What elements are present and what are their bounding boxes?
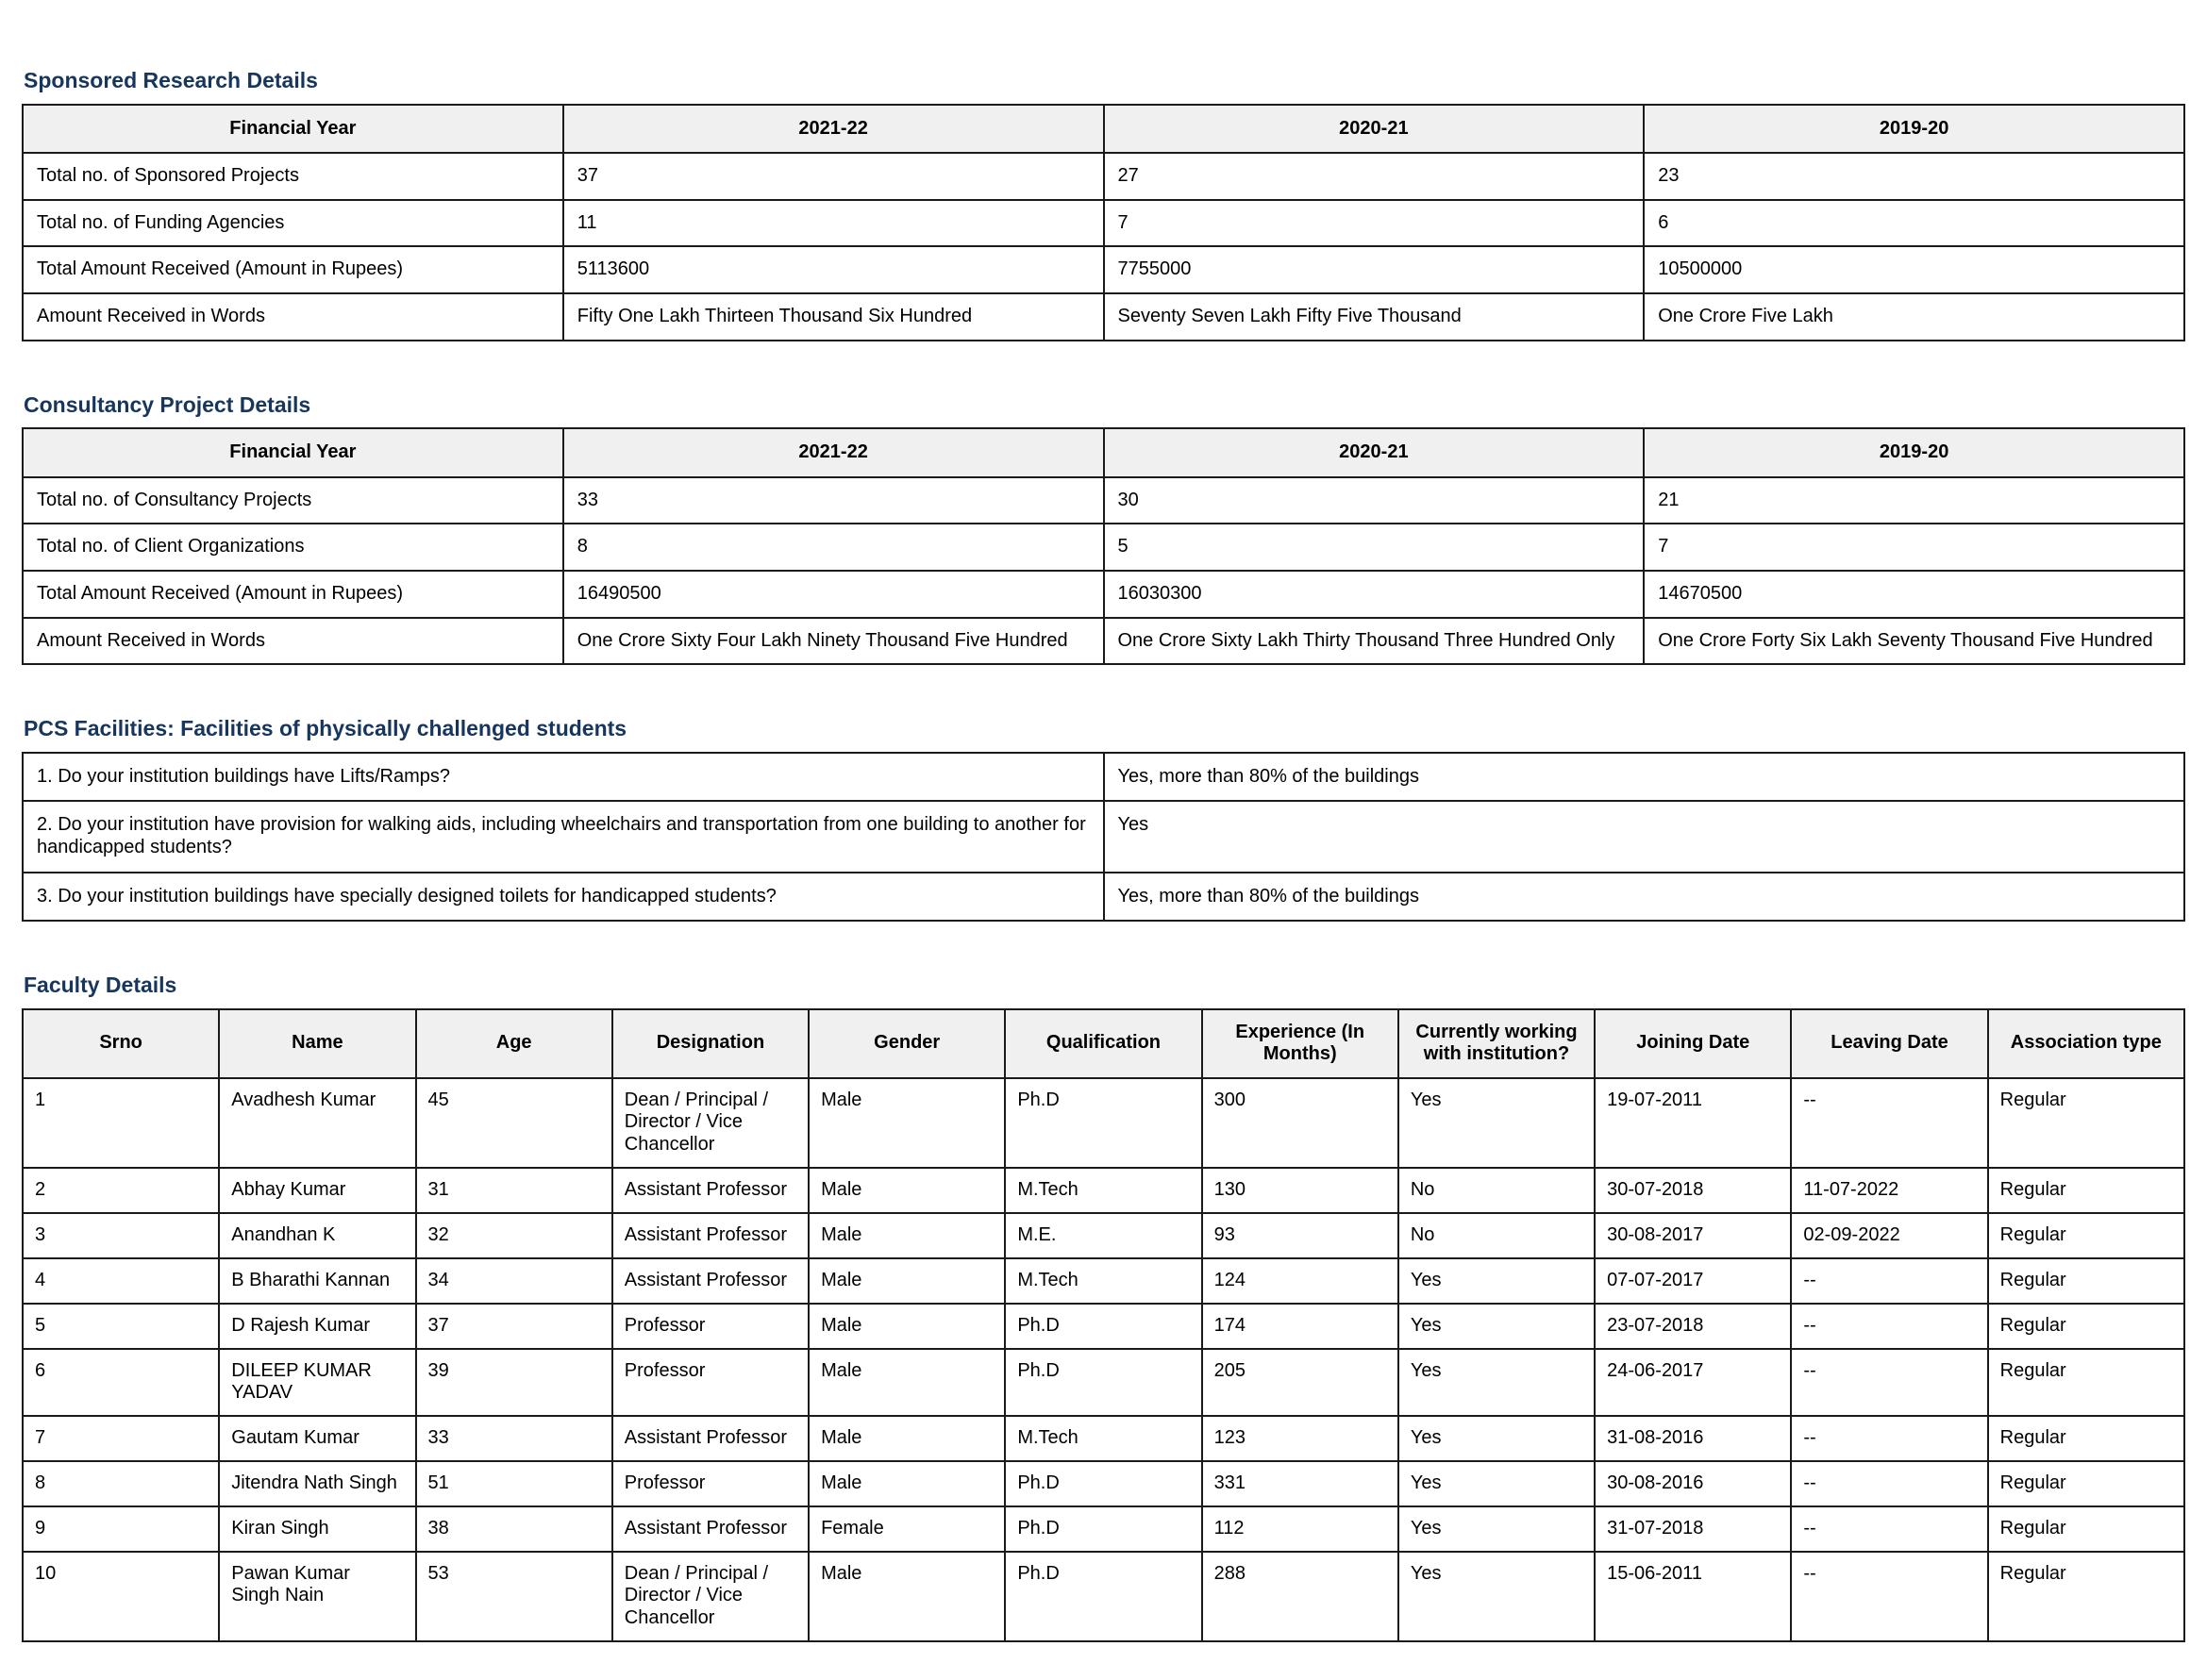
table-cell: Regular xyxy=(1988,1213,2184,1258)
table-cell: 3 xyxy=(23,1213,219,1258)
table-cell: Regular xyxy=(1988,1349,2184,1416)
table-cell: Anandhan K xyxy=(219,1213,415,1258)
table-row xyxy=(23,246,2184,293)
pcs-facilities-table xyxy=(22,752,2185,922)
column-header: 2021-22 xyxy=(563,428,1104,477)
table-cell: 123 xyxy=(1202,1416,1398,1461)
table-cell: Yes xyxy=(1398,1258,1595,1304)
table-cell: Ph.D xyxy=(1005,1552,1201,1641)
table-cell: Yes xyxy=(1398,1461,1595,1506)
table-head xyxy=(23,105,2184,154)
table-cell: One Crore Five Lakh xyxy=(1644,293,2184,341)
table-cell: Ph.D xyxy=(1005,1506,1201,1552)
table-body xyxy=(23,1078,2184,1641)
sponsored-research-table xyxy=(22,104,2185,341)
table-row xyxy=(23,1258,2184,1304)
column-header: Designation xyxy=(612,1009,809,1078)
table-cell: 112 xyxy=(1202,1506,1398,1552)
column-header: Financial Year xyxy=(23,428,563,477)
table-row xyxy=(23,1078,2184,1168)
table-cell: 124 xyxy=(1202,1258,1398,1304)
table-head xyxy=(23,428,2184,477)
table-row xyxy=(23,1304,2184,1349)
table-cell: 19-07-2011 xyxy=(1595,1078,1791,1168)
table-row xyxy=(23,1461,2184,1506)
table-cell: 37 xyxy=(416,1304,612,1349)
table-cell: Assistant Professor xyxy=(612,1506,809,1552)
table-cell: 5 xyxy=(23,1304,219,1349)
table-cell: 4 xyxy=(23,1258,219,1304)
table-cell: 33 xyxy=(563,477,1104,524)
table-cell: 5113600 xyxy=(563,246,1104,293)
table-cell: Male xyxy=(809,1461,1005,1506)
table-row xyxy=(23,1416,2184,1461)
header-row xyxy=(23,1009,2184,1078)
table-cell: 32 xyxy=(416,1213,612,1258)
table-cell: Professor xyxy=(612,1461,809,1506)
table-row xyxy=(23,1168,2184,1213)
table-cell: -- xyxy=(1791,1506,1987,1552)
table-cell: -- xyxy=(1791,1552,1987,1641)
table-cell: Seventy Seven Lakh Fifty Five Thousand xyxy=(1104,293,1645,341)
table-cell: B Bharathi Kannan xyxy=(219,1258,415,1304)
table-cell: -- xyxy=(1791,1349,1987,1416)
table-cell: 205 xyxy=(1202,1349,1398,1416)
table-cell: Male xyxy=(809,1304,1005,1349)
table-cell: -- xyxy=(1791,1416,1987,1461)
table-cell: Fifty One Lakh Thirteen Thousand Six Hundred xyxy=(563,293,1104,341)
table-cell: Assistant Professor xyxy=(612,1416,809,1461)
table-cell: 33 xyxy=(416,1416,612,1461)
column-header: 2020-21 xyxy=(1104,105,1645,154)
table-cell: 34 xyxy=(416,1258,612,1304)
table-cell: 16490500 xyxy=(563,571,1104,618)
table-cell: M.Tech xyxy=(1005,1416,1201,1461)
table-cell: 37 xyxy=(563,153,1104,200)
column-header: Leaving Date xyxy=(1791,1009,1987,1078)
header-row xyxy=(23,105,2184,154)
table-cell: 1 xyxy=(23,1078,219,1168)
table-row xyxy=(23,293,2184,341)
table-cell: Professor xyxy=(612,1349,809,1416)
table-cell: No xyxy=(1398,1213,1595,1258)
column-header: Qualification xyxy=(1005,1009,1201,1078)
table-cell: Regular xyxy=(1988,1078,2184,1168)
table-cell: 31-08-2016 xyxy=(1595,1416,1791,1461)
table-cell: 331 xyxy=(1202,1461,1398,1506)
table-cell: 07-07-2017 xyxy=(1595,1258,1791,1304)
section-consultancy-projects xyxy=(22,392,2185,666)
table-cell: Male xyxy=(809,1258,1005,1304)
table-cell: 6 xyxy=(23,1349,219,1416)
column-header: Joining Date xyxy=(1595,1009,1791,1078)
table-cell: M.Tech xyxy=(1005,1258,1201,1304)
table-cell: Male xyxy=(809,1213,1005,1258)
table-row xyxy=(23,873,2184,922)
column-header: Currently working with institution? xyxy=(1398,1009,1595,1078)
table-cell: Ph.D xyxy=(1005,1349,1201,1416)
table-cell: D Rajesh Kumar xyxy=(219,1304,415,1349)
table-body xyxy=(23,477,2184,664)
table-row xyxy=(23,1506,2184,1552)
table-cell: 23 xyxy=(1644,153,2184,200)
table-cell: Total no. of Sponsored Projects xyxy=(23,153,563,200)
consultancy-projects-title: Consultancy Project Details xyxy=(24,391,311,417)
table-cell: Amount Received in Words xyxy=(23,293,563,341)
table-cell: Abhay Kumar xyxy=(219,1168,415,1213)
table-cell: M.Tech xyxy=(1005,1168,1201,1213)
column-header: 2020-21 xyxy=(1104,428,1645,477)
table-cell: Regular xyxy=(1988,1552,2184,1641)
table-cell: 31 xyxy=(416,1168,612,1213)
table-cell: Male xyxy=(809,1168,1005,1213)
table-cell: Professor xyxy=(612,1304,809,1349)
table-cell: Yes xyxy=(1398,1416,1595,1461)
table-cell: One Crore Sixty Lakh Thirty Thousand Three Hundred Only xyxy=(1104,618,1645,665)
table-cell: 7 xyxy=(1104,200,1645,247)
faculty-details-title: Faculty Details xyxy=(24,973,177,998)
table-cell: 27 xyxy=(1104,153,1645,200)
table-cell: Yes xyxy=(1398,1552,1595,1641)
table-cell: Ph.D xyxy=(1005,1304,1201,1349)
table-cell: 11 xyxy=(563,200,1104,247)
table-cell: Ph.D xyxy=(1005,1078,1201,1168)
table-row xyxy=(23,571,2184,618)
table-cell: Kiran Singh xyxy=(219,1506,415,1552)
table-cell: Female xyxy=(809,1506,1005,1552)
table-cell: Yes xyxy=(1398,1349,1595,1416)
table-cell: 8 xyxy=(563,524,1104,571)
table-cell: Assistant Professor xyxy=(612,1258,809,1304)
table-row xyxy=(23,1213,2184,1258)
table-cell: DILEEP KUMAR YADAV xyxy=(219,1349,415,1416)
table-cell: Total no. of Consultancy Projects xyxy=(23,477,563,524)
table-cell: Jitendra Nath Singh xyxy=(219,1461,415,1506)
sponsored-research-title: Sponsored Research Details xyxy=(24,68,318,92)
table-cell: Yes xyxy=(1398,1078,1595,1168)
column-header: Association type xyxy=(1988,1009,2184,1078)
table-row xyxy=(23,753,2184,802)
table-row xyxy=(23,477,2184,524)
table-cell: Yes, more than 80% of the buildings xyxy=(1104,753,2185,802)
table-cell: 10500000 xyxy=(1644,246,2184,293)
table-cell: Total no. of Funding Agencies xyxy=(23,200,563,247)
table-cell: Yes, more than 80% of the buildings xyxy=(1104,873,2185,922)
table-cell: 11-07-2022 xyxy=(1791,1168,1987,1213)
table-cell: 16030300 xyxy=(1104,571,1645,618)
table-cell: No xyxy=(1398,1168,1595,1213)
table-cell: 1. Do your institution buildings have Lifts/Ramps? xyxy=(23,753,1104,802)
table-row xyxy=(23,153,2184,200)
table-cell: Pawan Kumar Singh Nain xyxy=(219,1552,415,1641)
column-header: Age xyxy=(416,1009,612,1078)
table-cell: 38 xyxy=(416,1506,612,1552)
table-cell: 24-06-2017 xyxy=(1595,1349,1791,1416)
table-cell: 45 xyxy=(416,1078,612,1168)
table-cell: 8 xyxy=(23,1461,219,1506)
column-header: Experience (In Months) xyxy=(1202,1009,1398,1078)
table-cell: 3. Do your institution buildings have specially designed toilets for handicapped students? xyxy=(23,873,1104,922)
table-cell: Assistant Professor xyxy=(612,1213,809,1258)
pcs-facilities-title: PCS Facilities: Facilities of physically challenged students xyxy=(24,716,627,741)
table-row xyxy=(23,524,2184,571)
table-cell: Gautam Kumar xyxy=(219,1416,415,1461)
table-cell: 7 xyxy=(1644,524,2184,571)
table-cell: 2. Do your institution have provision for walking aids, including wheelchairs and transportation from one building to another for handicapped students? xyxy=(23,801,1104,872)
table-cell: 6 xyxy=(1644,200,2184,247)
header-row xyxy=(23,428,2184,477)
column-header: 2019-20 xyxy=(1644,105,2184,154)
table-cell: Ph.D xyxy=(1005,1461,1201,1506)
table-cell: 21 xyxy=(1644,477,2184,524)
table-cell: 30-08-2017 xyxy=(1595,1213,1791,1258)
table-cell: 93 xyxy=(1202,1213,1398,1258)
table-cell: 30 xyxy=(1104,477,1645,524)
table-cell: Male xyxy=(809,1552,1005,1641)
table-cell: -- xyxy=(1791,1078,1987,1168)
table-row xyxy=(23,801,2184,872)
table-cell: 23-07-2018 xyxy=(1595,1304,1791,1349)
table-cell: 174 xyxy=(1202,1304,1398,1349)
table-cell: Total Amount Received (Amount in Rupees) xyxy=(23,571,563,618)
table-cell: Regular xyxy=(1988,1258,2184,1304)
table-cell: 300 xyxy=(1202,1078,1398,1168)
table-cell: Regular xyxy=(1988,1168,2184,1213)
table-cell: 9 xyxy=(23,1506,219,1552)
table-cell: 02-09-2022 xyxy=(1791,1213,1987,1258)
table-cell: Yes xyxy=(1104,801,2185,872)
table-cell: -- xyxy=(1791,1304,1987,1349)
table-body xyxy=(23,153,2184,340)
section-sponsored-research xyxy=(22,68,2185,341)
table-cell: Male xyxy=(809,1416,1005,1461)
table-cell: One Crore Forty Six Lakh Seventy Thousand Five Hundred xyxy=(1644,618,2184,665)
table-cell: 14670500 xyxy=(1644,571,2184,618)
table-cell: 288 xyxy=(1202,1552,1398,1641)
column-header: Srno xyxy=(23,1009,219,1078)
table-cell: Dean / Principal / Director / Vice Chancellor xyxy=(612,1552,809,1641)
table-cell: Total no. of Client Organizations xyxy=(23,524,563,571)
faculty-details-table xyxy=(22,1008,2185,1642)
section-pcs-facilities xyxy=(22,716,2185,922)
table-cell: 2 xyxy=(23,1168,219,1213)
table-cell: 15-06-2011 xyxy=(1595,1552,1791,1641)
section-faculty-details xyxy=(22,973,2185,1642)
consultancy-projects-table xyxy=(22,427,2185,665)
column-header: 2019-20 xyxy=(1644,428,2184,477)
table-cell: 30-07-2018 xyxy=(1595,1168,1791,1213)
table-row xyxy=(23,1552,2184,1641)
table-cell: -- xyxy=(1791,1258,1987,1304)
table-cell: Male xyxy=(809,1349,1005,1416)
table-cell: 31-07-2018 xyxy=(1595,1506,1791,1552)
table-cell: 7755000 xyxy=(1104,246,1645,293)
table-cell: M.E. xyxy=(1005,1213,1201,1258)
table-cell: 5 xyxy=(1104,524,1645,571)
table-cell: -- xyxy=(1791,1461,1987,1506)
table-cell: Regular xyxy=(1988,1304,2184,1349)
table-cell: Dean / Principal / Director / Vice Chancellor xyxy=(612,1078,809,1168)
table-cell: Yes xyxy=(1398,1304,1595,1349)
table-cell: Regular xyxy=(1988,1506,2184,1552)
table-cell: Assistant Professor xyxy=(612,1168,809,1213)
table-cell: 30-08-2016 xyxy=(1595,1461,1791,1506)
table-cell: Yes xyxy=(1398,1506,1595,1552)
table-row xyxy=(23,200,2184,247)
column-header: Gender xyxy=(809,1009,1005,1078)
table-cell: 7 xyxy=(23,1416,219,1461)
table-cell: 51 xyxy=(416,1461,612,1506)
table-cell: Avadhesh Kumar xyxy=(219,1078,415,1168)
table-body xyxy=(23,753,2184,921)
table-cell: Amount Received in Words xyxy=(23,618,563,665)
table-cell: Total Amount Received (Amount in Rupees) xyxy=(23,246,563,293)
table-cell: 39 xyxy=(416,1349,612,1416)
table-cell: 53 xyxy=(416,1552,612,1641)
table-cell: Regular xyxy=(1988,1416,2184,1461)
table-row xyxy=(23,1349,2184,1416)
table-cell: One Crore Sixty Four Lakh Ninety Thousand Five Hundred xyxy=(563,618,1104,665)
table-row xyxy=(23,618,2184,665)
table-cell: Male xyxy=(809,1078,1005,1168)
table-cell: Regular xyxy=(1988,1461,2184,1506)
table-cell: 10 xyxy=(23,1552,219,1641)
column-header: Financial Year xyxy=(23,105,563,154)
column-header: 2021-22 xyxy=(563,105,1104,154)
table-head xyxy=(23,1009,2184,1078)
table-cell: 130 xyxy=(1202,1168,1398,1213)
column-header: Name xyxy=(219,1009,415,1078)
